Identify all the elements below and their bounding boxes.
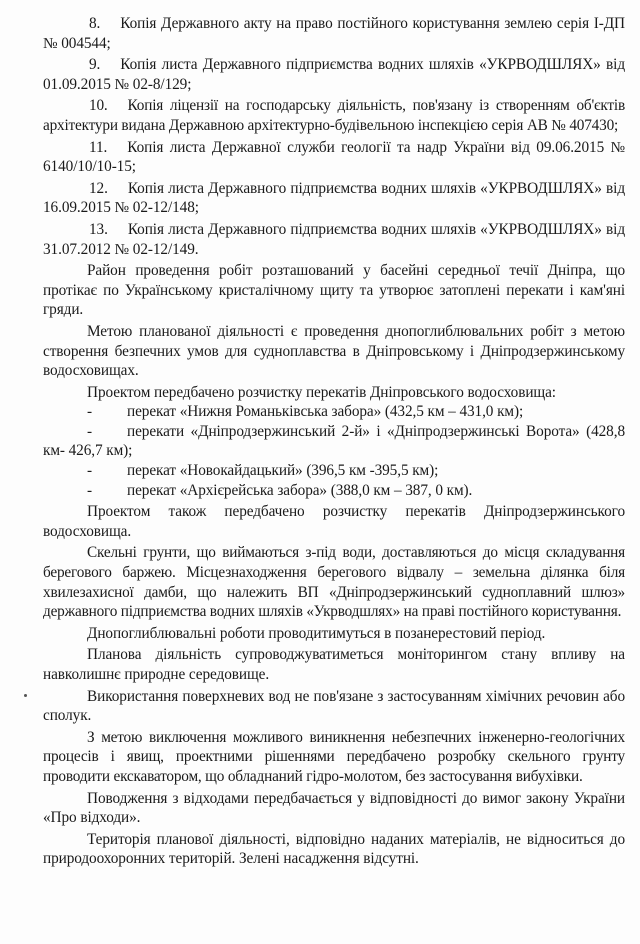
paragraph-rock: Скельні грунти, що виймаються з-під води, доставляються до місця складування берегового баржею. Місцезнаходження берегового відвалу – земельна ділянка біля хвилезахисної дамби, що належить ВП «Дніпродзержинський судноплавний шлюз» державного підприємства водних шляхів «Укрводшлях» на праві постійного користування. (43, 544, 625, 621)
item-text: Копія Державного акту на право постійного користування землею серія І-ДП № 004544; (43, 15, 625, 52)
paragraph-purpose: Метою планованої діяльності є проведення днопоглиблювальних робіт з метою створення безпечних умов для судноплавства в Дніпровському і Дніпродзержинському водосховищах. (43, 322, 625, 380)
scan-speck (24, 694, 27, 697)
list-item-12 (43, 179, 625, 218)
paragraph-geology: З метою виключення можливого виникнення небезпечних інженерно-геологічних процесів і явищ, проектними рішеннями передбачено розробку скельного грунту проводити екскаватором, що обладнаний гідро-молотом, без застосування вибухівки. (43, 728, 625, 785)
item-number: 9. (89, 56, 101, 74)
document-body (43, 14, 625, 871)
item-text: Копія листа Державної служби геології та надр України від 09.06.2015 № 6140/10/10-15; (43, 138, 625, 176)
paragraph-also: Проектом також передбачено розчистку перекатів Дніпродзержинського водосховища. (43, 503, 625, 540)
rift-text: перекат «Архієрейська забора» (388,0 км – 387, 0 км). (127, 481, 473, 499)
dash-marker: - (87, 403, 92, 421)
paragraph-region: Район проведення робіт розташований у басейні середньої течії Дніпра, що протікає по Українському кристалічному щиту та утворює затоплені перекати і кам'яні гряди. (43, 262, 625, 319)
paragraph-period: Днопоглиблювальні роботи проводитимуться в позанерестовий період. (87, 624, 546, 642)
list-item-9 (43, 55, 625, 94)
list-item-10 (43, 96, 625, 135)
item-text: Копія ліцензії на господарську діяльність, пов'язану із створенням об'єктів архітектури видана Державною архітектурно-будівельною інспекцією серія АВ № 407430; (43, 97, 625, 134)
rift-text: перекати «Дніпродзержинський 2-й» і «Дніпродзержинські Ворота» (428,8 км- 426,7 км); (43, 422, 625, 460)
list-item-8 (43, 14, 625, 53)
rift-text: перекат «Новокайдацький» (396,5 км -395,5 км); (127, 462, 439, 480)
rift-text: перекат «Нижня Романьківська забора» (432,5 км – 431,0 км); (127, 403, 524, 421)
paragraph-waste: Поводження з відходами передбачається у відповідності до вимог закону України «Про відходи». (43, 789, 625, 827)
item-number: 13. (89, 220, 108, 238)
rift-item-2 (43, 422, 625, 461)
item-number: 8. (89, 15, 101, 32)
rift-item-3 (43, 461, 625, 481)
paragraph-territory: Територія планової діяльності, відповідно наданих матеріалів, не відноситься до природоохоронних територій. Зелені насадження відсутні. (43, 830, 625, 868)
dash-marker: - (87, 481, 92, 499)
item-text: Копія листа Державного підприємства водних шляхів «УКРВОДШЛЯХ» від 31.07.2012 № 02-12/149. (43, 220, 625, 258)
paragraph-water: Використання поверхневих вод не пов'язане з застосуванням хімічних речовин або сполук. (43, 687, 625, 725)
item-number: 12. (89, 179, 108, 197)
item-text: Копія листа Державного підприємства водних шляхів «УКРВОДШЛЯХ» від 16.09.2015 № 02-12/148; (43, 179, 625, 217)
dash-marker: - (87, 422, 92, 440)
paragraph-monitoring: Планова діяльність супроводжуватиметься моніторингом стану впливу на навколишнє природне середовище. (43, 646, 625, 683)
rift-item-4 (43, 481, 625, 501)
paragraph-project: Проектом передбачено розчистку перекатів Дніпровського водосховища: (87, 383, 556, 401)
item-number: 10. (89, 97, 108, 115)
list-item-13 (43, 220, 625, 259)
item-number: 11. (89, 138, 108, 156)
dash-marker: - (87, 462, 92, 480)
list-item-11 (43, 138, 625, 177)
rift-item-1 (43, 402, 625, 422)
item-text: Копія листа Державного підприємства водних шляхів «УКРВОДШЛЯХ» від 01.09.2015 № 02-8/129; (43, 56, 625, 93)
